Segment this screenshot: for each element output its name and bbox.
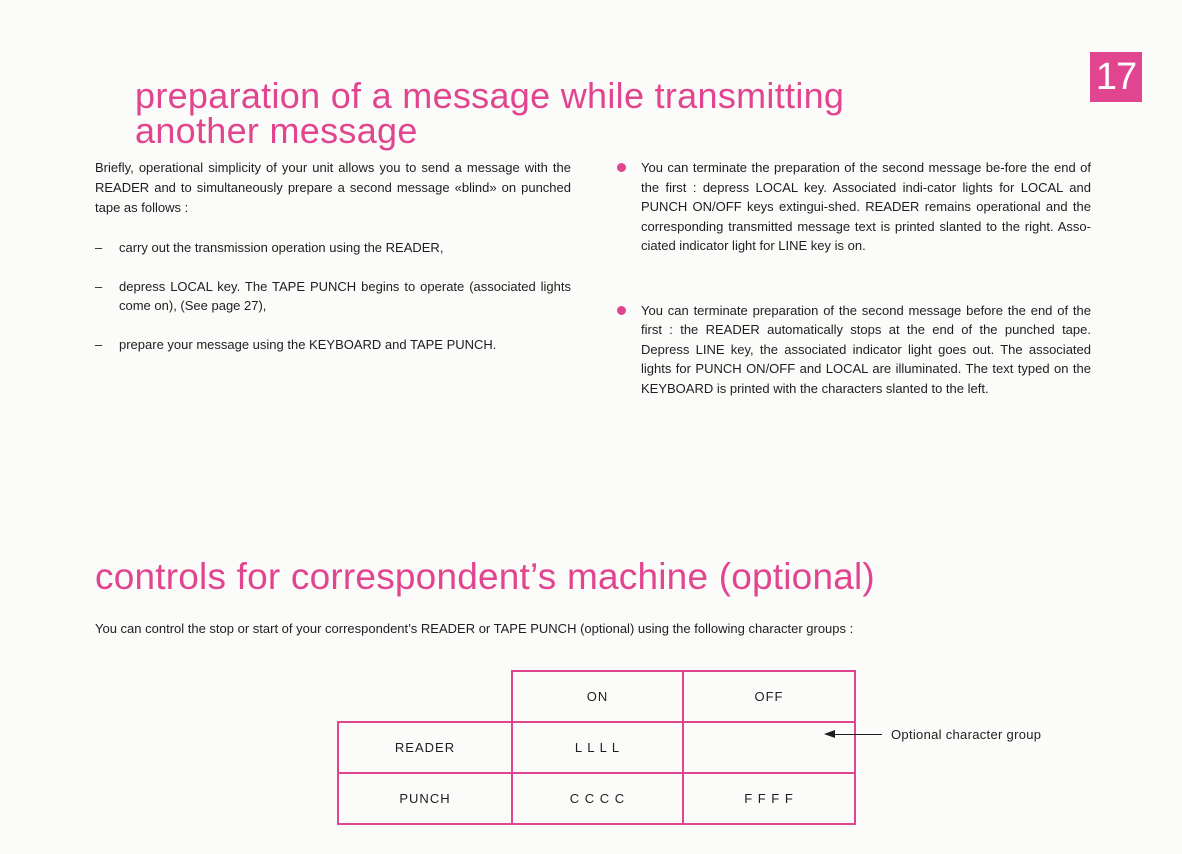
step-text: carry out the transmission operation using the READER, — [119, 240, 444, 255]
section-title-line-1: preparation of a message while transmitting — [135, 75, 845, 116]
list-item — [617, 301, 1091, 399]
table-cell: L L L L — [512, 722, 683, 773]
note-text: You can terminate preparation of the second message before the end of the first : the READER automatically stops at the end of the punched tape. Depress LINE key, the associated indicator light goes out. The associated lights for PUNCH ON/OFF and LOCAL are illuminated. The text typed on the KEYBOARD is printed with the characters slanted to the left. — [641, 302, 1091, 396]
intro-paragraph: Briefly, operational simplicity of your unit allows you to send a message with the READER and to simultaneously prepare a second message «blind» on punched tape as follows : — [95, 160, 571, 215]
step-text: depress LOCAL key. The TAPE PUNCH begins to operate (associated lights come on), (See page 27), — [119, 279, 571, 313]
note-text: You can terminate the preparation of the second message be-fore the end of the first : depress LOCAL key. Associated indi-cator lights for LOCAL and PUNCH ON/OFF keys extingui-shed. READER remains operational and the corresponding transmitted message text is printed slanted to the right. Asso-ciated indicator light for LINE key is on. — [641, 160, 1091, 253]
table-row — [338, 722, 855, 773]
column-header-off: OFF — [683, 671, 855, 722]
table-cell: C C C C — [512, 773, 683, 824]
table-row — [338, 773, 855, 824]
steps-list — [95, 238, 571, 374]
table-cell: F F F F — [683, 773, 855, 824]
table-header-row — [338, 671, 855, 722]
controls-intro: You can control the stop or start of your correspondent’s READER or TAPE PUNCH (optional) using the following character groups : — [95, 621, 854, 636]
list-item — [617, 158, 1091, 256]
table-corner-cell — [338, 671, 512, 722]
character-group-table — [337, 670, 856, 825]
column-header-on: ON — [512, 671, 683, 722]
section-title-controls: controls for correspondent’s machine (optional) — [95, 556, 875, 597]
dash-marker: – — [95, 240, 103, 255]
bullet-icon — [617, 306, 626, 315]
list-item — [95, 277, 571, 315]
page-number-badge: 17 — [1090, 52, 1142, 102]
optional-group-annotation — [826, 727, 1041, 742]
dash-marker: – — [95, 279, 103, 294]
bullet-icon — [617, 163, 626, 172]
list-item — [95, 238, 571, 257]
section-title-line-2: another message — [135, 110, 418, 151]
arrow-left-icon — [826, 734, 882, 735]
row-label-punch: PUNCH — [338, 773, 512, 824]
step-text: prepare your message using the KEYBOARD and TAPE PUNCH. — [119, 337, 497, 352]
list-item — [95, 335, 571, 354]
annotation-label: Optional character group — [891, 727, 1042, 742]
section-title-preparation — [135, 75, 845, 151]
notes-list — [617, 158, 1091, 398]
row-label-reader: READER — [338, 722, 512, 773]
dash-marker: – — [95, 337, 103, 352]
